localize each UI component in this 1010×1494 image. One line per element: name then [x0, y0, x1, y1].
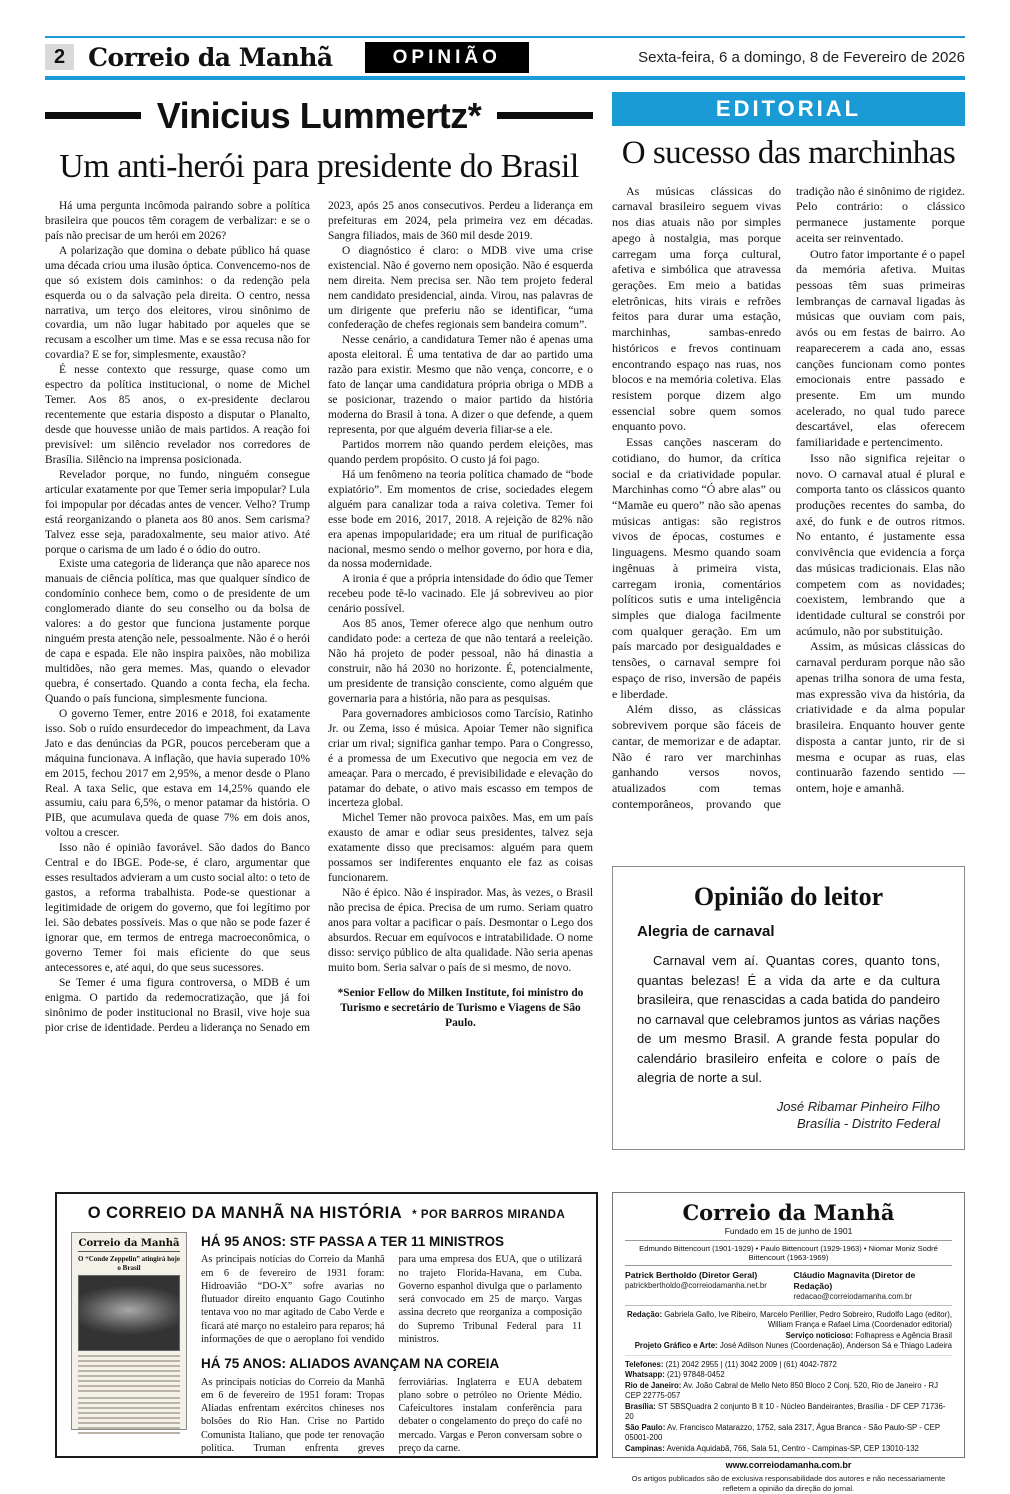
article-paragraph: Há um fenômeno na teoria política chamado de “bode expiatório”. Em momentos de crise, sociedades elegem alguém para canalizar toda a raiva coletiva. Temer foi esse bode em 2016, 2017, 2018. A rejeição de 82% não era apenas impopularidade; era um ritual de purificação nacional, mesmo sendo o melhor governo, por hora e dia, da nossa modernidade. [328, 468, 593, 571]
editorial-label: EDITORIAL [612, 92, 965, 126]
article-paragraph: A polarização que domina o debate público há quase uma década criou uma ilusão óptica. Convencemo-nos de que só existem dois caminhos: o da redenção pela esquerda ou o da salvação pela direita. O centro, nessa narrativa, um terço dos eleitores, virou sinônimo de covardia, um não lugar habitado por aqueles que se recusam a escolher um time. Mas e se essa recusa não for covardia? E se for, simplesmente, exaustão? [45, 244, 310, 362]
reader-opinion-box [612, 866, 965, 1150]
zeppelin-photo [78, 1275, 180, 1351]
page-number: 2 [45, 44, 74, 70]
credit-label: Serviço noticioso: [785, 1330, 854, 1340]
editorial-paragraph: Outro fator importante é o papel da memória afetiva. Muitas pessoas têm suas primeiras lembranças de carnaval ligadas às músicas que ouviam com pais, avós ou em festas de bairro. Ao reaparecerem a cada ano, essas canções funcionam como pontes emocionais entre passado e presente. Em um mundo acelerado, no qual tudo parece descartável, elas oferecem familiaridade e pertencimento. [796, 246, 965, 450]
author-rule-left [45, 112, 141, 119]
imprint-box [612, 1192, 965, 1494]
article-paragraph: Nesse cenário, a candidatura Temer não é apenas uma aposta eleitoral. É uma tentativa de dar ao partido uma razão para existir. Mesmo que não vença, concorre, e o fato de lançar uma candidatura própria obriga o MDB a se posicionar, trazendo o maior partido da história moderna do Brasil à tona. A dizer o que defende, a quem representa, por que alguém deveria filiar-se a ele. [328, 334, 593, 437]
article-paragraph: A ironia é que a própria intensidade do ódio que Temer recebeu pode tê-lo vacinado. Ele já sobreviveu ao pior cenário possível. [328, 573, 593, 616]
edition-date: Sexta-feira, 6 a domingo, 8 de Fevereiro de 2026 [638, 48, 965, 66]
article-paragraph: É nesse contexto que ressurge, quase como um espectro da política institucional, o nome de Michel Temer. Aos 85 anos, o ex-presidente declarou recentemente que estaria disposto a disputar o Planalto, desde que houvesse união de mais partidos. A reação foi previsível: um silêncio revelador nos corredores de Brasília. Silêncio na imprensa posicionada. [45, 364, 310, 466]
editorial-paragraphs [612, 184, 965, 813]
article-paragraph: O governo Temer, entre 2016 e 2018, foi exatamente isso. Sob o ruído ensurdecedor do impeachment, da Lava Jato e das denúncias da PGR, poucos perceberam que a máquina funcionava. A inflação, que havia superado 10% em 2015, fechou 2017 em 2,95%, a menor desde o Plano Real. A taxa Selic, que estava em 14,25% quando ele assumiu, caiu para 6,5%, o menor patamar da história. O PIB, que acumulava queda de quase 7% em dois anos, voltou a crescer. [45, 707, 310, 840]
contact-text: ST SBSQuadra 2 conjunto B lt 10 - Núcleo Bandeirantes, Brasília - DF CEP 71736-20 [625, 1401, 946, 1422]
imprint-website: www.correiodamanha.com.br [725, 1460, 852, 1471]
reader-letter-title: Alegria de carnaval [637, 923, 775, 941]
imprint-contact-line [625, 1370, 952, 1381]
imprint-contact-line [625, 1444, 952, 1455]
history-section-heading: HÁ 75 ANOS: ALIADOS AVANÇAM NA COREIA [201, 1356, 500, 1372]
history-section-heading: HÁ 95 ANOS: STF PASSA A TER 11 MINISTROS [201, 1233, 505, 1249]
imprint-disclaimer: Os artigos publicados são de exclusiva responsabilidade dos autores e não necessariamente refletem a opinião da direção do jornal. [631, 1474, 946, 1494]
history-box [55, 1192, 598, 1458]
editorial-paragraph: Além disso, as clássicas sobrevivem porque são fáceis de cantar, de memorizar e de adaptar. Não é raro ver marchinhas ganhando versos novos, atualizados com temas contemporâneos, provando que tradição não é sinônimo de rigidez. Pelo contrário: o clássico permanece justamente porque aceita ser reinventado. [612, 183, 965, 811]
imprint-contacts [625, 1356, 952, 1459]
article-paragraph: Existe uma categoria de liderança que não aparece nos manuais de ciência política, mas que qualquer síndico de condomínio conhece bem, como o de presidente de um conglomerado diante do seu conselho ou da bolsa de valores: a do gestor que funciona justamente porque ninguém presta atenção nele, pessoalmente. Não é o herói de capa e espada. Ele não inspira paixões, não mobiliza multidões, não gera memes. Mas, quando o elevador quebra, é consertado. Quando a conta fecha, ela fecha. Quando o país funciona, simplesmente funciona. [45, 558, 310, 705]
article-paragraph: Para governadores ambiciosos como Tarcísio, Ratinho Jr. ou Zema, isso é música. Apoiar Temer não significa criar um rival; significa ganhar tempo. Para o Congresso, é a promessa de um Executivo que negocia em vez de ameaçar. Para o mercado, é previsibilidade e elevação do patamar do debate, o ativo mais escasso em tempos de incerteza global. [328, 707, 593, 810]
imprint-director [625, 1270, 784, 1301]
credit-text: Folhapress e Agência Brasil [855, 1330, 952, 1340]
credit-text: José Adilson Nunes (Coordenação), Anderson Sá e Thiago Ladeira [719, 1340, 952, 1350]
history-byline: * POR BARROS MIRANDA [412, 1209, 566, 1221]
signature-place: Brasília - Distrito Federal [796, 1116, 940, 1132]
article-paragraph: O diagnóstico é claro: o MDB vive uma crise existencial. Não é governo nem oposição. Não é esquerda nem direita. Nem precisa ser. Não tem projeto federal nem candidato presidencial, ainda. Virou, nas palavras de um dirigente que preferiu não se identificar, “uma confederação de chefes regionais sem bandeira comum”. [328, 244, 593, 332]
history-title-row [71, 1204, 582, 1224]
history-section [201, 1356, 582, 1455]
article-paragraph: Se Temer é uma figura controversa, o MDB é um enigma. O partido da redemocratização, que já foi sinônimo de poder institucional no Brasil, vive hoje sua pior crise de identidade. Perdeu a liderança no Senado em 2023, após 25 anos consecutivos. Perdeu a liderança em prefeituras em 2024, pela primeira vez em décadas. Sangra filiados, mais de 360 mil desde 2019. [45, 199, 593, 1034]
contact-text: (21) 2042 2955 | (11) 3042 2009 | (61) 4042-7872 [665, 1359, 837, 1369]
article-paragraph: Revelador porque, no fundo, ninguém consegue articular exatamente por que Temer seria impopular? Lula foi impopular por décadas antes de vencer. Velho? Trump está reorganizando o planeta aos 80 anos. Sem carisma? Talvez esse seja, paradoxalmente, seu maior ativo. Até porque o carisma de um lado é o ódio do outro. [45, 468, 310, 556]
director-email: patrickbertholdo@correiodamanha.net.br [625, 1280, 767, 1290]
imprint-contact-line [625, 1423, 952, 1444]
imprint-logo: Correio da Manhã [682, 1200, 895, 1225]
history-title: O CORREIO DA MANHÃ NA HISTÓRIA [87, 1204, 403, 1222]
editorial-paragraph: Essas canções nasceram do cotidiano, do humor, da crítica social e da criatividade popular. Marchinhas como “Ó abre alas” ou “Mamãe eu quero” não são apenas músicas antigas: são registros vivos de épocas, costumes e linguagens. Mesmo quando soam ingênuas à primeira vista, carregam ironia, comentários políticos sutis e uma inteligência simples que dialoga facilmente com qualquer geração. Em um país marcado por desigualdades e tensões, o carnaval sempre foi espaço de riso, inversão de papéis e liberdade. [612, 435, 781, 701]
page-header [45, 42, 965, 72]
contact-text: Av. Francisco Matarazzo, 1752, sala 2317, Água Branca - São Paulo-SP - CEP 05001-200 [625, 1422, 940, 1443]
section-label: OPINIÃO [365, 42, 529, 73]
imprint-contact-line [625, 1360, 952, 1371]
contact-text: (21) 97848-0452 [667, 1370, 725, 1380]
imprint-founded: Fundado em 15 de junho de 1901 [724, 1226, 853, 1237]
reader-letter-signature [637, 1098, 940, 1133]
reader-opinion-title: Opinião do leitor [693, 881, 884, 911]
thumbnail-headline: O “Conde Zeppelin” atingirá hoje o Brasil [78, 1254, 180, 1272]
opinion-article [45, 92, 593, 1137]
author-rule-right [497, 112, 593, 119]
contact-text: Av. João Cabral de Mello Neto 850 Bloco 2 Conj. 520, Rio de Janeiro - RJ CEP 22775-057 [625, 1380, 939, 1401]
editorial-title: O sucesso das marchinhas [621, 135, 956, 171]
article-paragraph: Aos 85 anos, Temer oferece algo que nenhum outro candidato pode: a certeza de que não tentará a reeleição. Não há projeto de poder pessoal, não há dinastia a construir, não há 2030 no horizonte. É, potencialmente, um presidente de transição consciente, como alguém que governaria para a história, não para as pesquisas. [328, 618, 593, 705]
article-body [45, 199, 593, 1137]
article-paragraph: Isso não é opinião favorável. São dados do Banco Central e do IBGE. Pode-se, é claro, argumentar que esses resultados advieram a um custo social alto: o teto de gastos, a reforma trabalhista. Pode-se questionar a legitimidade de origem do governo, que foi legítimo por lei. São debates possíveis. Mas o que não se pode fazer é ignorar que, em termos de entrega macroeconômica, o governo Temer foi mais eficiente do que seus antecessores e, até aqui, do que seus sucessores. [45, 842, 310, 974]
imprint-credit-line [625, 1310, 952, 1330]
newspaper-logo: Correio da Manhã [88, 42, 333, 72]
contact-label: Campinas: [625, 1443, 665, 1453]
history-sections [201, 1232, 582, 1455]
credit-text: Gabriela Gallo, Ive Ribeiro, Marcelo Perillier, Pedro Sobreiro, Rudolfo Lago (editor), William França e Rafael Lima (Coordenador editorial) [664, 1310, 952, 1330]
article-footnote: *Senior Fellow do Milken Institute, foi ministro do Turismo e secretário de Turismo e Viagens de São Paulo. [337, 986, 584, 1029]
history-section-text: As principais notícias do Correio da Manhã em 6 de fevereiro de 1951 foram: Tropas Aliadas enfrentam exércitos chineses nos bolsões do Rio Han. Crise no Partido Comunista Italiano, que pode ter renovação política. Truman enfrenta greves ferroviárias. Inglaterra e EUA debatem plano sobre o petróleo no Oriente Médio. Cafeicultores instalam conferência para debater o congelamento do preço do café no mercado. Vargas e Peron conversam sobre o preço da carne. [201, 1376, 582, 1454]
contact-label: Whatsapp: [625, 1370, 665, 1380]
reader-letter-body: Carnaval vem aí. Quantas cores, quanto tons, quantas belezas! É a vida da arte e da cultura brasileira, que renascidas a cada batida do pandeiro no carnaval que celebramos juntos as várias nações de um mesmo Brasil. A grande festa popular do calendário brasileiro enfeita e colore o país de alegria de norte a sul. [637, 953, 940, 1086]
imprint-credits [625, 1306, 952, 1356]
article-headline: Um anti-herói para presidente do Brasil [59, 147, 579, 185]
history-section [201, 1234, 582, 1346]
thumbnail-text-lines [78, 1397, 180, 1435]
imprint-credit-line [625, 1341, 952, 1351]
contact-label: São Paulo: [625, 1422, 666, 1432]
top-rule [45, 36, 965, 38]
editorial-body [612, 184, 965, 852]
thumbnail-text-lines [78, 1355, 180, 1393]
contact-label: Rio de Janeiro: [625, 1380, 682, 1390]
thumbnail-masthead: Correio da Manhã [78, 1238, 180, 1252]
director-name: Cláudio Magnavita (Diretor de Redação) [793, 1270, 916, 1291]
history-section-text: As principais notícias do Correio da Manhã em 6 de fevereiro de 1931 foram: Hidroavião “DO-X” sofre avarias no flutuador direito enquanto Gago Coutinho tentava voo no mar agitado de Cabo Verde e ficará até março no estaleiro para reparos; há informações de que o aeroplano foi vendido para uma empresa dos EUA, que o utilizará no trajeto Florida-Havana, em Cuba. Governo espanhol divulga que o parlamento será convocado em 25 de março. Vargas assina decreto que reorganiza a composição do Supremo Tribunal Federal para 11 ministros. [201, 1254, 582, 1345]
editorial-paragraph: Assim, as músicas clássicas do carnaval perduram porque não são apenas trilha sonora de uma festa, mas expressão viva da história, da criatividade e da alma popular brasileira. Enquanto houver gente disposta a cantar junto, rir de si mesma e ocupar as ruas, elas continuarão fazendo sentido — ontem, hoje e amanhã. [796, 639, 965, 795]
history-content [71, 1232, 582, 1455]
imprint-directors [625, 1266, 952, 1306]
imprint-contact-line [625, 1402, 952, 1423]
director-name: Patrick Bertholdo (Diretor Geral) [625, 1270, 758, 1281]
header-rule [45, 76, 965, 80]
article-paragraph: Michel Temer não provoca paixões. Mas, em um país exausto de amar e odiar seus presidentes, talvez seja exatamente disso que precisamos: alguém para quem possamos ser indiferentes enquanto ele faz as coisas funcionarem. [328, 812, 593, 885]
contact-text: Avenida Aquidabã, 766, Sala 51, Centro - Campinas-SP, CEP 13010-132 [666, 1443, 919, 1453]
imprint-contact-line [625, 1381, 952, 1402]
imprint-director [794, 1270, 953, 1301]
right-rail [612, 92, 965, 1150]
vintage-frontpage-thumbnail [71, 1232, 187, 1430]
director-email: redacao@correiodamanha.com.br [793, 1291, 912, 1301]
credit-label: Redação: [626, 1310, 663, 1320]
article-paragraph: Partidos morrem não quando perdem eleições, mas quando perdem propósito. O custo já foi pago. [328, 438, 593, 466]
article-paragraphs [45, 199, 593, 1036]
editorial-paragraph: As músicas clássicas do carnaval brasileiro seguem vivas nos dias atuais não por simples apego à nostalgia, mas porque carregam uma força cultural, afetiva e simbólica que atravessa gerações. Em meio a batidas eletrônicas, hits virais e refrões feitos para durar uma estação, marchinhas, sambas-enredo históricos e frevos continuam encontrando espaço nas ruas, nos blocos e na memória coletiva. Elas resistem porque dizem algo essencial sobre quem somos enquanto povo. [612, 183, 781, 434]
editorial-paragraph: Isso não significa rejeitar o novo. O carnaval atual é plural e comporta tanto os clássicos quanto produções recentes do samba, do axé, do funk e de outros ritmos. No entanto, é justamente essa convivência que evidencia a força das músicas tradicionais. Elas não competem com as novidades; coexistem, lembrando que a identidade cultural se constrói por acúmulo, não por substituição. [796, 450, 965, 638]
article-paragraph: Não é épico. Não é inspirador. Mas, às vezes, o Brasil não precisa de épica. Precisa de um rumo. Seriam quatro anos para voltar a pacificar o país. Desmontar o Lego dos absurdos. Recuar em equívocos e intratabilidade. O nome disso: serviço público de alta qualidade. Não seria apenas muito bom. Seria salvar o país de si mesmo, de novo. [328, 887, 593, 974]
contact-label: Telefones: [625, 1359, 664, 1369]
contact-label: Brasília: [625, 1401, 656, 1411]
article-author: Vinicius Lummertz* [156, 95, 482, 136]
imprint-founders: Edmundo Bittencourt (1901-1929) • Paulo Bittencourt (1929-1963) • Niomar Moniz Sodré Bittencourt (1963-1969) [625, 1240, 952, 1266]
imprint-credit-line [625, 1331, 952, 1341]
signature-name: José Ribamar Pinheiro Filho [776, 1098, 940, 1114]
article-paragraph: Há uma pergunta incômoda pairando sobre a política brasileira que poucos têm coragem de verbalizar: e se o país não precisar de um herói em 2026? [45, 199, 310, 242]
author-row [45, 96, 593, 136]
credit-label: Projeto Gráfico e Arte: [634, 1340, 718, 1350]
